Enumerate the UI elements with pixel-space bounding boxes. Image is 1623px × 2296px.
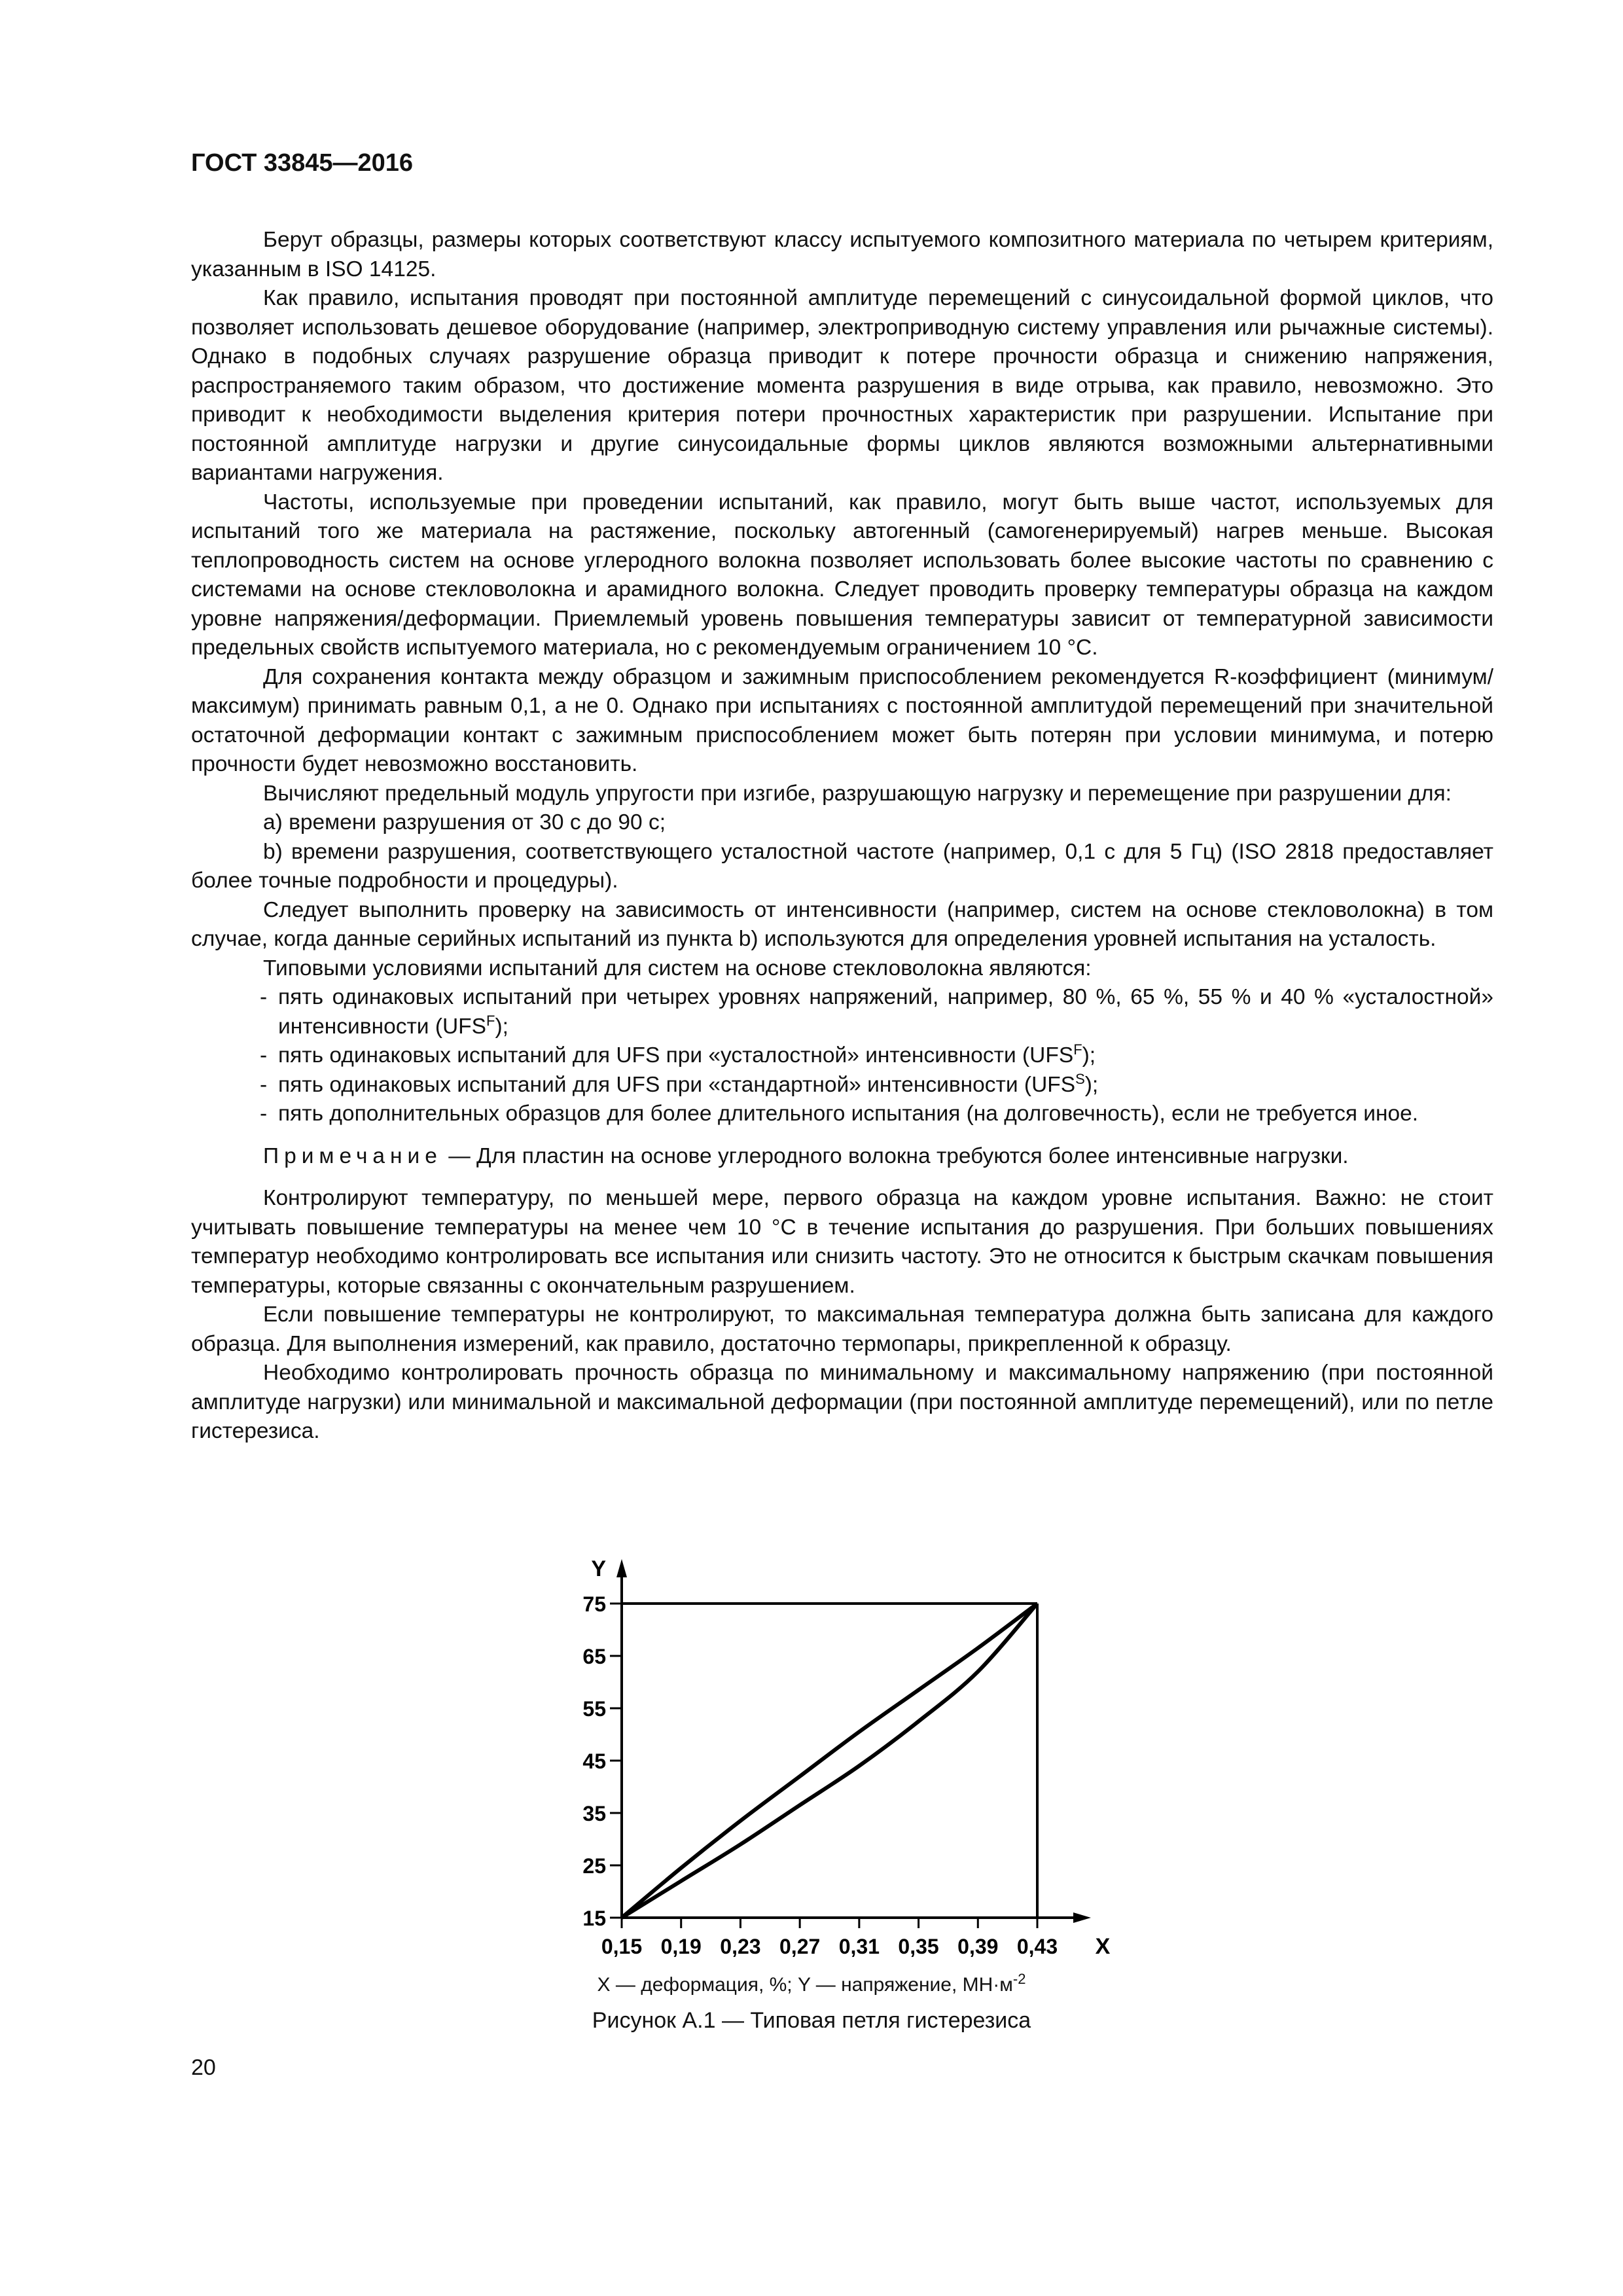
list-item: - пять одинаковых испытаний для UFS при «усталостной» интенсивности $(UFS^F)$;: [260, 1041, 1493, 1071]
hysteresis-chart: [550, 1551, 1139, 2009]
paragraph: Если повышение температуры не контролируют, то максимальная температура должна быть записана для каждого образца. Для выполнения измерений, как правило, достаточно термопары, прикрепленной к образцу.: [191, 1302, 1493, 1356]
list-item: - пять одинаковых испытаний при четырех уровнях напряжений, например, 80 %, 65 %, 55 % и 40 % «усталостной» интенсивности $(UFS^F)$;: [260, 983, 1493, 1041]
x-tick-label: 0,23: [720, 1935, 761, 1958]
document-header: ГОСТ 33845—2016: [191, 149, 414, 177]
list-item: - пять дополнительных образцов для более длительного испытания (на долговечность), если не требуется иное.: [260, 1100, 1493, 1129]
x-tick-label: 0,43: [1016, 1935, 1058, 1958]
x-tick-label: 0,31: [838, 1935, 880, 1958]
paragraph: Необходимо контролировать прочность образца по минимальному и максимальному напряжению (при постоянной амплитуде нагрузки) или минимальной и максимальной деформации (при постоянной амплитуде перемещений), или по петле гистерезиса.: [191, 1361, 1493, 1443]
x-tick-label: 0,15: [601, 1935, 643, 1958]
figure-title: Рисунок А.1 — Типовая петля гистерезиса: [592, 2008, 1031, 2033]
paragraph: Следует выполнить проверку на зависимость от интенсивности (например, систем на основе стекловолокна) в том случае, когда данные серийных испытаний из пункта b) используются для определения уровней испытания на усталость.: [191, 897, 1493, 951]
y-tick-label: 35: [582, 1802, 606, 1825]
list-item-a: а) времени разрушения от 30 с до 90 с;: [263, 810, 666, 834]
x-tick-label: 0,39: [957, 1935, 999, 1958]
x-tick-label: 0,27: [779, 1935, 821, 1958]
y-tick-label: 15: [582, 1907, 606, 1930]
paragraph: Как правило, испытания проводят при постоянной амплитуде перемещений с синусоидальной формой циклов, что позволяет использовать дешевое оборудование (например, электроприводную систему управления или рычажные системы). Однако в подобных случаях разрушение образца приводит к потере прочности образца и снижению напряжения, распространяемого таким образом, что достижение момента разрушения в виде отрыва, как правило, невозможно. Это приводит к необходимости выделения критерия потери прочностных характеристик при разрушении. Испытание при постоянной амплитуде нагрузки и другие синусоидальные формы циклов являются возможными альтернативными вариантами нагружения.: [191, 286, 1493, 485]
note: [191, 1142, 1493, 1172]
note-text: — Для пластин на основе углеродного волокна требуются более интенсивные нагрузки.: [442, 1143, 1349, 1168]
y-tick-label: 45: [582, 1749, 606, 1773]
paragraph: Вычисляют предельный модуль упругости при изгибе, разрушающую нагрузку и перемещение при разрушении для:: [263, 781, 1452, 806]
list-item: - пять одинаковых испытаний для UFS при «стандартной» интенсивности $(UFS^S)$;: [260, 1071, 1493, 1100]
paragraph: Берут образцы, размеры которых соответствуют классу испытуемого композитного материала по четырем критериям, указанным в ISO 14125.: [191, 228, 1493, 281]
body-text: [191, 226, 1493, 1446]
y-tick-label: 65: [582, 1645, 606, 1668]
list-item-b: b) времени разрушения, соответствующего усталостной частоте (например, 0,1 с для 5 Гц) (ISO 2818 предоставляет более точные подробности и процедуры).: [191, 839, 1493, 893]
paragraph: Типовыми условиями испытаний для систем на основе стекловолокна являются:: [263, 956, 1092, 980]
page-number: 20: [191, 2055, 216, 2080]
figure-legend: X — деформация, %; Y — напряжение, $МН\cdot м^{-2}$: [597, 1971, 1026, 1996]
y-tick-label: 55: [582, 1697, 606, 1721]
y-axis-arrow: [616, 1559, 627, 1577]
paragraph: Частоты, используемые при проведении испытаний, как правило, могут быть выше частот, используемых для испытаний того же материала на растяжение, поскольку автогенный (самогенерируемый) нагрев меньше. Высокая теплопроводность систем на основе углеродного волокна позволяет использовать более высокие частоты по сравнению с системами на основе стекловолокна и арамидного волокна. Следует проводить проверку температуры образца на каждом уровне напряжения/деформации. Приемлемый уровень повышения температуры зависит от температурной зависимости предельных свойств испытуемого материала, но с рекомендуемым ограничением 10 °С.: [191, 490, 1493, 660]
x-axis-arrow: [1073, 1912, 1091, 1923]
x-tick-label: 0,19: [660, 1935, 702, 1958]
paragraph: Для сохранения контакта между образцом и зажимным приспособлением рекомендуется R-коэффициент (минимум/максимум) принимать равным 0,1, а не 0. Однако при испытаниях с постоянной амплитудой перемещений при значительной остаточной деформации контакт с зажимным приспособлением может быть потерян при условии минимума, и потерю прочности будет невозможно восстановить.: [191, 664, 1493, 776]
paragraph: Контролируют температуру, по меньшей мере, первого образца на каждом уровне испытания. Важно: не стоит учитывать повышение температуры на менее чем 10 °С в течение испытания до разрушения. При больших повышениях температур необходимо контролировать все испытания или снизить частоту. Это не относится к быстрым скачкам повышения температуры, которые связанны с окончательным разрушением.: [191, 1186, 1493, 1298]
test-conditions-list: [191, 983, 1493, 1129]
x-axis-label: X: [1095, 1934, 1111, 1959]
y-tick-label: 25: [582, 1854, 606, 1878]
y-tick-label: 75: [582, 1592, 606, 1616]
y-axis-label: Y: [591, 1556, 606, 1581]
loop-upper-curve: [622, 1604, 1037, 1918]
note-label: Примечание: [263, 1143, 442, 1168]
x-tick-label: 0,35: [898, 1935, 939, 1958]
